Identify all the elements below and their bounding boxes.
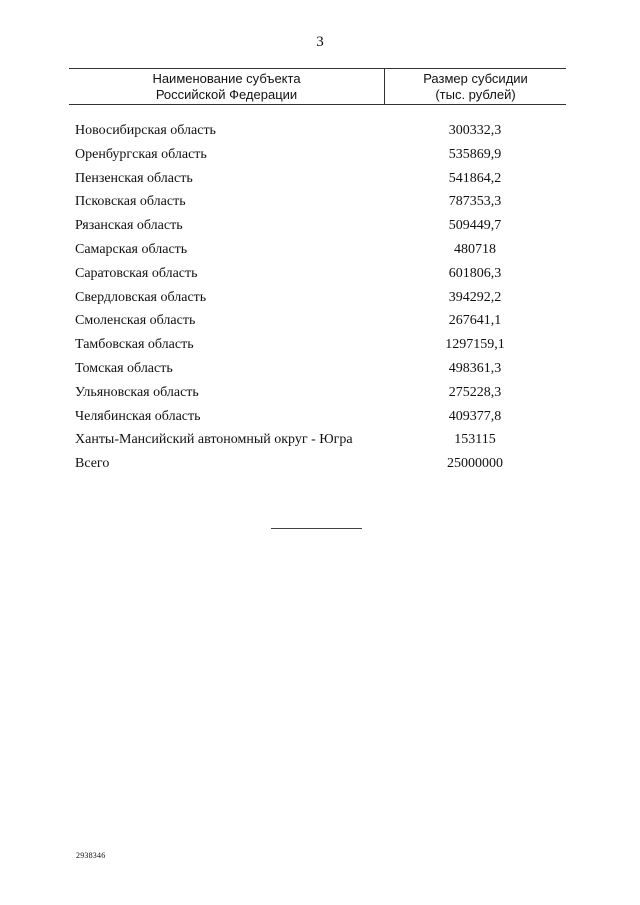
table-body <box>0 119 640 476</box>
subsidy-amount: 1297159,1 <box>445 337 505 353</box>
table-header-bottom-rule <box>69 104 566 105</box>
subsidy-amount: 535869,9 <box>448 146 502 162</box>
region-name: Пензенская область <box>75 170 193 186</box>
table-row <box>0 190 640 214</box>
column-header-region-line1: Наименование субъекта <box>152 71 301 86</box>
region-name: Новосибирская область <box>75 123 216 138</box>
subsidy-amount: 601806,3 <box>448 265 502 281</box>
subsidy-amount: 409377,8 <box>448 408 502 424</box>
region-name: Самарская область <box>75 241 188 257</box>
region-name: Ульяновская область <box>75 384 199 400</box>
table-row <box>0 333 640 357</box>
region-name: Тамбовская область <box>75 337 194 353</box>
region-name: Челябинская область <box>75 408 201 424</box>
table-row <box>0 167 640 191</box>
region-name: Свердловская область <box>75 289 207 305</box>
subsidy-amount: 394292,2 <box>448 289 502 305</box>
subsidy-amount: 498361,3 <box>448 360 502 376</box>
region-name: Ханты-Мансийский автономный округ - Югра <box>75 432 353 448</box>
column-header-subsidy-line2: (тыс. рублей) <box>435 87 516 102</box>
table-row <box>0 119 640 143</box>
region-name: Томская область <box>75 360 173 376</box>
column-header-subsidy <box>385 71 566 103</box>
document-code: 2938346 <box>76 851 106 860</box>
region-name: Смоленская область <box>75 313 196 329</box>
subsidy-amount: 541864,2 <box>448 170 502 186</box>
table-row <box>0 214 640 238</box>
table-row <box>0 405 640 429</box>
region-name: Рязанская область <box>75 218 183 234</box>
table-row-total <box>0 452 640 476</box>
table-row <box>0 357 640 381</box>
region-name: Саратовская область <box>75 265 198 281</box>
table-row <box>0 381 640 405</box>
total-label: Всего <box>75 456 110 472</box>
table-row <box>0 262 640 286</box>
region-name: Оренбургская область <box>75 146 207 162</box>
table-row <box>0 286 640 310</box>
column-header-region-line2: Российской Федерации <box>155 87 298 102</box>
document-end-rule <box>271 528 362 529</box>
subsidy-amount: 300332,3 <box>448 123 502 138</box>
subsidy-amount: 153115 <box>454 432 496 448</box>
region-name: Псковская область <box>75 194 186 210</box>
subsidy-amount: 267641,1 <box>448 313 502 329</box>
subsidy-amount: 275228,3 <box>448 384 502 400</box>
column-header-subsidy-line1: Размер субсидии <box>423 71 528 86</box>
subsidy-amount: 480718 <box>454 241 496 257</box>
column-header-region <box>69 71 384 103</box>
page-number: 3 <box>316 34 324 50</box>
table-row <box>0 143 640 167</box>
table-row <box>0 309 640 333</box>
total-amount: 25000000 <box>447 456 503 472</box>
subsidy-amount: 509449,7 <box>448 218 502 234</box>
subsidy-amount: 787353,3 <box>448 194 502 210</box>
table-row <box>0 238 640 262</box>
table-header-top-rule <box>69 68 566 69</box>
table-row <box>0 428 640 452</box>
